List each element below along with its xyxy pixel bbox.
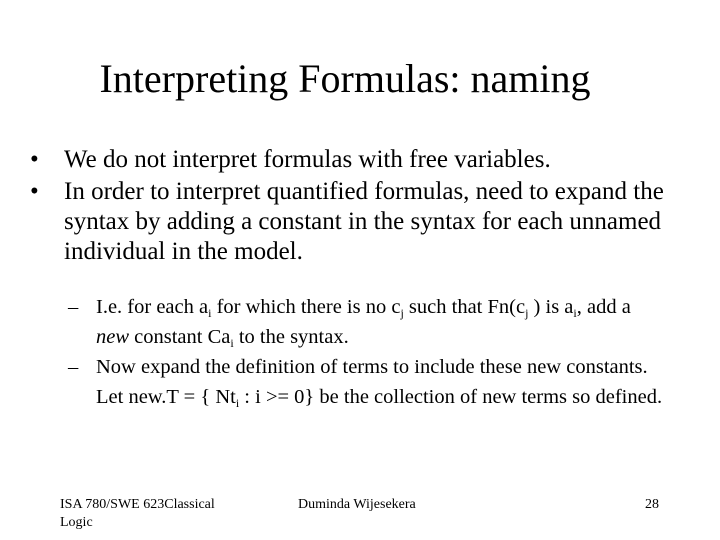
dash-icon: – [68,296,79,318]
dash-icon: – [68,356,79,378]
bullet-item [30,177,670,267]
sub-bullet-text: I.e. for each $a_i$ for which there is no $c_j$ such that $Fn(c_j$ ) is $a_i$, add a new constant $Ca_i$ to the syntax. [96,296,631,350]
bullet-list [30,145,670,269]
footer-author: Duminda Wijesekera [298,497,416,512]
sub-bullet-text: Now expand the definition of terms to include these new constants. Let new.T = { $Nt_i$ : i >= 0} be the collection of new terms so defined. [96,356,663,410]
page-number: 28 [645,497,659,512]
bullet-text: We do not interpret formulas with free variables. [64,146,551,173]
bullet-icon: • [30,178,39,205]
slide-title: Interpreting Formulas: naming [99,56,591,101]
bullet-item [30,145,670,175]
sub-bullet-list [68,292,668,412]
sub-bullet-item [68,292,668,352]
sub-bullet-item [68,352,668,412]
bullet-icon: • [30,146,39,173]
footer-course: ISA 780/SWE 623Classical Logic [60,497,215,530]
bullet-text: In order to interpret quantified formulas, need to expand the syntax by adding a constant in the syntax for each unnamed individual in the model. [64,178,664,265]
